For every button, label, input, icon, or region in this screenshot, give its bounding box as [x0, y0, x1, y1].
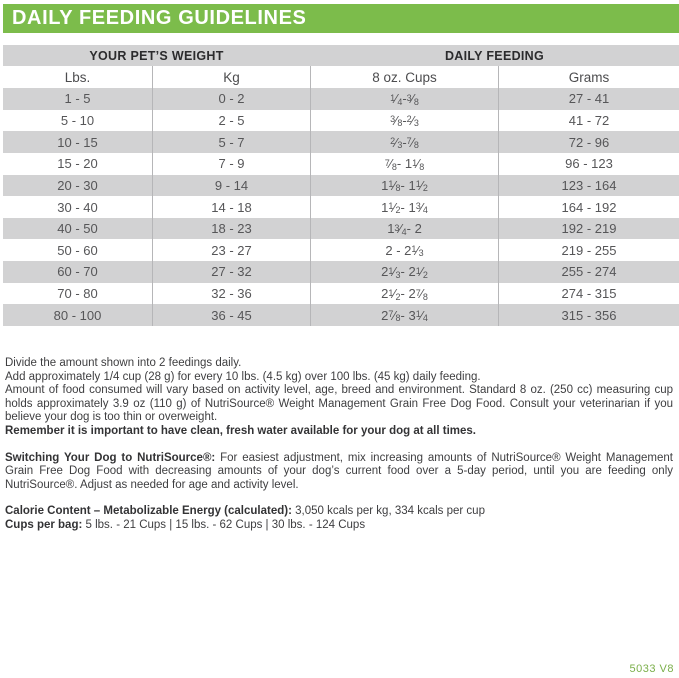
col-header-grams: Grams: [498, 66, 679, 88]
table-column-header-row: [3, 66, 679, 88]
note-water-bold: Remember it is important to have clean, fresh water available for your dog at all times.: [5, 424, 477, 437]
cell-grams: 72 - 96: [498, 131, 679, 153]
cell-kg: 7 - 9: [152, 153, 310, 175]
note-calorie: [5, 505, 673, 519]
cell-kg: 23 - 27: [152, 239, 310, 261]
table-row: [3, 304, 679, 326]
cell-grams: 315 - 356: [498, 304, 679, 326]
cell-grams: 255 - 274: [498, 261, 679, 283]
table-row: [3, 153, 679, 175]
col-header-cups: 8 oz. Cups: [310, 66, 498, 88]
cell-kg: 27 - 32: [152, 261, 310, 283]
notes-block: [5, 357, 673, 533]
cell-grams: 96 - 123: [498, 153, 679, 175]
table-group-header-row: [3, 45, 679, 66]
cell-lbs: 50 - 60: [57, 242, 98, 258]
cell-grams: 27 - 41: [498, 88, 679, 110]
note-water: [5, 425, 673, 439]
cell-kg: 14 - 18: [152, 196, 310, 218]
cell-kg: 18 - 23: [152, 218, 310, 240]
note-calorie-text: 3,050 kcals per kg, 334 kcals per cup: [291, 505, 485, 518]
table-row: [3, 239, 679, 261]
col-header-kg: Kg: [152, 66, 310, 88]
cell-cups: $^2$ ⁄ $_3$ - $^7$ ⁄ $_8$: [310, 131, 498, 153]
note-cups-bold: Cups per bag:: [5, 518, 83, 531]
col-header-lbs: Lbs.: [64, 69, 91, 85]
footer-code: 5033 V8: [629, 663, 674, 675]
cell-cups: $^1$ ⁄ $_4$ - $^3$ ⁄ $_8$: [310, 88, 498, 110]
table-row: [3, 261, 679, 283]
cell-kg: 32 - 36: [152, 283, 310, 305]
cell-cups: 1 $^1$ ⁄ $_8$ - 1 $^1$ ⁄ $_2$: [310, 175, 498, 197]
cell-cups: 1 $^3$ ⁄ $_4$ - 2: [310, 218, 498, 240]
cell-cups: 2 $^7$ ⁄ $_8$ - 3 $^1$ ⁄ $_4$: [310, 304, 498, 326]
table-body: [3, 88, 679, 326]
cell-lbs: 10 - 15: [57, 134, 98, 150]
cell-kg: 2 - 5: [152, 110, 310, 132]
table-row: [3, 110, 679, 132]
cell-kg: 0 - 2: [152, 88, 310, 110]
cell-grams: 274 - 315: [498, 283, 679, 305]
cell-grams: 192 - 219: [498, 218, 679, 240]
cell-lbs: 80 - 100: [53, 307, 102, 323]
cell-grams: 123 - 164: [498, 175, 679, 197]
cell-grams: 41 - 72: [498, 110, 679, 132]
table-row: [3, 131, 679, 153]
table-row: [3, 88, 679, 110]
cell-grams: 219 - 255: [498, 239, 679, 261]
feeding-table: [3, 45, 679, 326]
cell-cups: 2 $^1$ ⁄ $_2$ - 2 $^7$ ⁄ $_8$: [310, 283, 498, 305]
note-switching-text: For easiest adjustment, mix increasing amounts of NutriSource® Weight Management Grain Free Dog Food with decreasing amounts of your dog’s current food over a 5-day period, until you are feeding only NutriSource®. Adjust as needed for age and activity level.: [5, 451, 673, 491]
group-header-pet-weight: YOUR PET’S WEIGHT: [89, 48, 224, 63]
cell-cups: 2 $^1$ ⁄ $_3$ - 2 $^1$ ⁄ $_2$: [310, 261, 498, 283]
cell-kg: 36 - 45: [152, 304, 310, 326]
cell-lbs: 40 - 50: [57, 221, 98, 237]
note-switching: [5, 452, 673, 493]
note-switching-bold: Switching Your Dog to NutriSource®:: [5, 451, 216, 464]
page-title: DAILY FEEDING GUIDELINES: [12, 7, 307, 29]
cell-lbs: 70 - 80: [57, 286, 98, 302]
note-cups-text: 5 lbs. - 21 Cups | 15 lbs. - 62 Cups | 30 lbs. - 124 Cups: [82, 518, 366, 531]
table-row: [3, 196, 679, 218]
table-row: [3, 218, 679, 240]
table-row: [3, 175, 679, 197]
cell-cups: 1 $^1$ ⁄ $_2$ - 1 $^3$ ⁄ $_4$: [310, 196, 498, 218]
cell-cups: $^3$ ⁄ $_8$ - $^2$ ⁄ $_3$: [310, 110, 498, 132]
group-header-daily-feeding: DAILY FEEDING: [444, 48, 545, 63]
note-add: Add approximately 1/4 cup (28 g) for every 10 lbs. (4.5 kg) over 100 lbs. (45 kg) daily feeding.: [5, 370, 481, 383]
cell-lbs: 30 - 40: [57, 199, 98, 215]
note-cups-per-bag: [5, 519, 673, 533]
cell-lbs: 5 - 10: [60, 112, 95, 128]
note-calorie-bold: Calorie Content – Metabolizable Energy (calculated):: [5, 505, 292, 518]
title-bar: [3, 4, 679, 33]
cell-lbs: 15 - 20: [57, 156, 98, 172]
cell-cups: 2 - 2 $^1$ ⁄ $_3$: [310, 239, 498, 261]
cell-kg: 9 - 14: [152, 175, 310, 197]
cell-lbs: 60 - 70: [57, 264, 98, 280]
cell-grams: 164 - 192: [498, 196, 679, 218]
note-divide: Divide the amount shown into 2 feedings daily.: [5, 357, 242, 369]
cell-cups: $^7$ ⁄ $_8$ - 1 $^1$ ⁄ $_8$: [310, 153, 498, 175]
cell-lbs: 20 - 30: [57, 177, 98, 193]
cell-kg: 5 - 7: [152, 131, 310, 153]
note-consumed: Amount of food consumed will vary based on activity level, age, breed and environment. Standard 8 oz. (250 cc) measuring cup holds approximately 3.9 oz (110 g) of NutriSource® Weight Management Grain Free Dog Food. Consult your veterinarian if you believe your dog is too thin or overweight.: [5, 384, 673, 424]
table-row: [3, 283, 679, 305]
cell-lbs: 1 - 5: [64, 91, 91, 107]
